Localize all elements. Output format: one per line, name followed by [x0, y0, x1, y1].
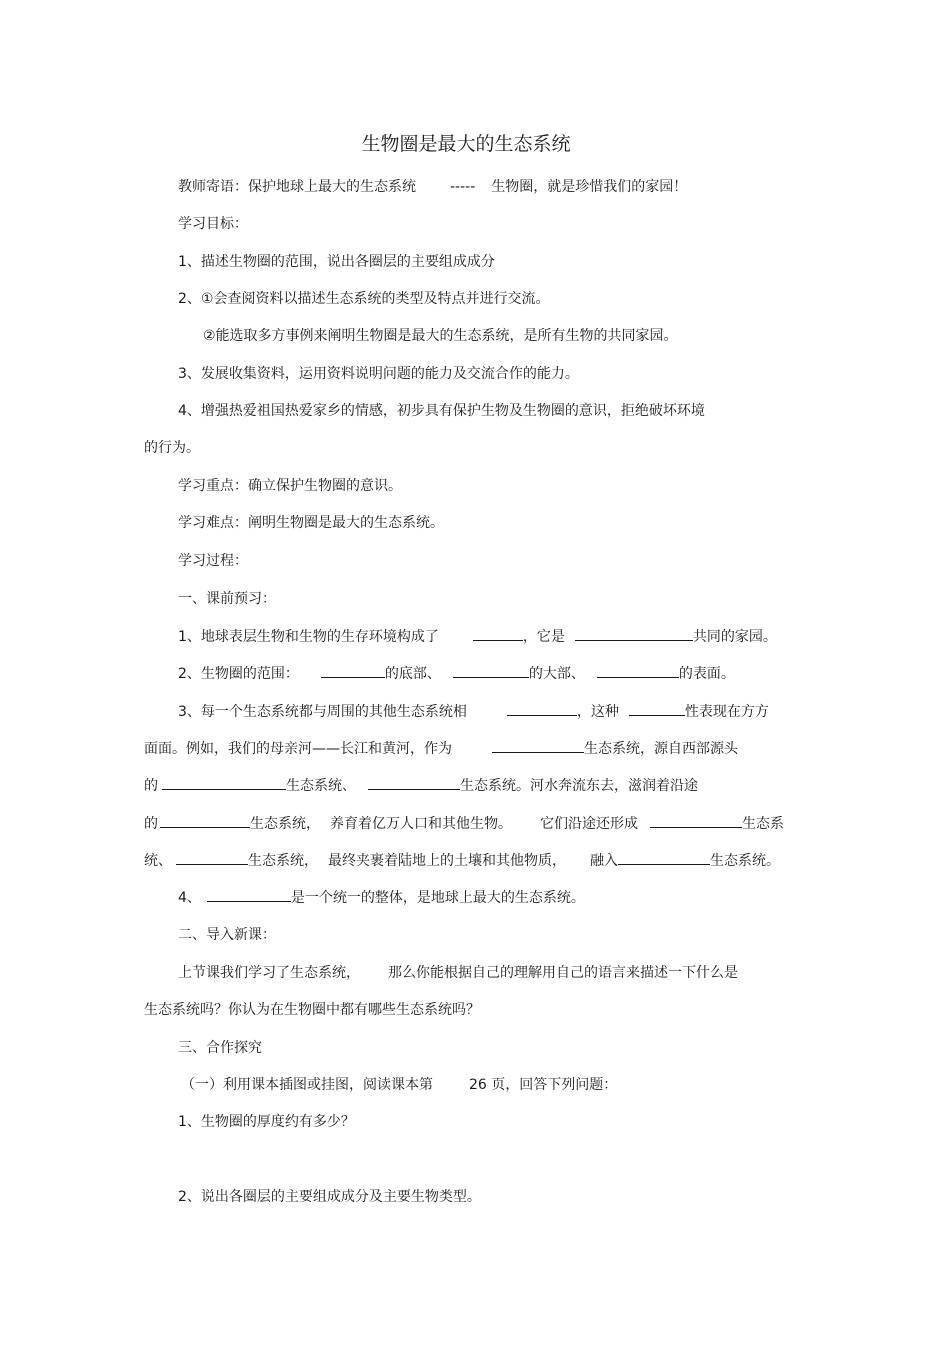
q2-blank-3[interactable]	[597, 663, 679, 678]
objective-3: 3、发展收集资料，运用资料说明问题的能力及交流合作的能力。	[178, 366, 579, 382]
q3-text: 生态系	[742, 816, 784, 832]
q3-text: 3、每一个生态系统都与周围的其他生态系统相	[178, 704, 467, 720]
q3-blank-6[interactable]	[160, 813, 250, 828]
intro-heading: 二、导入新课：	[178, 927, 276, 943]
intro-text-a: 上节课我们学习了生态系统，	[178, 965, 360, 981]
q1-text-b: ，它是	[522, 629, 565, 645]
q3-text: 融入	[590, 853, 618, 869]
q3-blank-4[interactable]	[162, 775, 286, 790]
page-title: 生物圈是最大的生态系统	[361, 133, 571, 155]
objective-2b: ②能选取多方事例来阐明生物圈是最大的生态系统，是所有生物的共同家园。	[203, 328, 678, 344]
motto-text-a: 保护地球上最大的生态系统	[248, 179, 416, 195]
q3-text: 养育着亿万人口和其他生物。	[330, 816, 512, 832]
process-heading: 学习过程：	[178, 553, 248, 569]
preview-question-3-line-1	[178, 701, 769, 722]
explore-heading: 三、合作探究	[178, 1040, 262, 1056]
preview-question-3-line-3	[144, 775, 698, 796]
intro-paragraph-line-2: 生态系统吗？你认为在生物圈中都有哪些生态系统吗？	[144, 1002, 480, 1018]
difficulty: 学习难点：阐明生物圈是最大的生态系统。	[178, 515, 444, 531]
q2-text-b: 的底部、	[384, 666, 441, 682]
q2-text-c: 的大部、	[528, 666, 585, 682]
explore-question-2: 2、说出各圈层的主要组成成分及主要生物类型。	[178, 1189, 481, 1205]
explore-sub-text-a: （一）利用课本插图或挂图，阅读课本第	[181, 1077, 433, 1093]
q3-blank-3[interactable]	[492, 738, 584, 753]
motto-dash: -----	[450, 179, 476, 195]
objectives-heading: 学习目标：	[178, 216, 248, 232]
q3-blank-8[interactable]	[176, 850, 248, 865]
q3-text: 生态系统、	[286, 778, 356, 794]
intro-paragraph-line-1	[178, 963, 738, 983]
q3-text: 统、	[144, 853, 172, 869]
q3-text: 最终夹裹着陆地上的土壤和其他物质，	[328, 853, 566, 869]
explore-subsection-1	[181, 1075, 617, 1095]
q3-blank-1[interactable]	[507, 701, 577, 716]
preview-heading: 一、课前预习：	[178, 591, 276, 607]
q3-text: 生态系统，	[248, 853, 318, 869]
q4-blank-1[interactable]	[207, 887, 291, 902]
preview-question-4	[178, 887, 585, 908]
q2-text-a: 2、生物圈的范围：	[178, 666, 299, 682]
preview-question-3-line-2	[144, 738, 738, 759]
intro-text-b: 那么你能根据自己的理解用自己的语言来描述一下什么是	[388, 965, 738, 981]
objective-1: 1、描述生物圈的范围，说出各圈层的主要组成成分	[178, 254, 495, 270]
q3-blank-5[interactable]	[368, 775, 460, 790]
preview-question-3-line-4	[144, 813, 784, 834]
key-point: 学习重点：确立保护生物圈的意识。	[178, 478, 402, 494]
q3-text: 生态系统，	[250, 816, 320, 832]
objective-2a: 2、①会查阅资料以描述生态系统的类型及特点并进行交流。	[178, 291, 550, 307]
motto-label: 教师寄语：	[178, 179, 248, 195]
objective-4a: 4、增强热爱祖国热爱家乡的情感，初步具有保护生物及生物圈的意识，拒绝破坏环境	[178, 403, 705, 419]
q3-text: 生态系统。	[710, 853, 780, 869]
q3-text: 它们沿途还形成	[540, 816, 638, 832]
teacher-motto	[178, 177, 687, 197]
q4-text-b: 是一个统一的整体，是地球上最大的生态系统。	[290, 890, 585, 906]
preview-question-1	[178, 626, 777, 647]
q3-text: 生态系统，源自西部源头	[584, 741, 738, 757]
q1-text-c: 共同的家园。	[692, 629, 777, 645]
q3-text: ，这种	[576, 704, 619, 720]
q3-blank-2[interactable]	[629, 701, 685, 716]
q3-text: 的	[144, 816, 158, 832]
explore-sub-text-b: 26 页，回答下列问题：	[469, 1077, 618, 1093]
preview-question-3-line-5	[144, 850, 780, 871]
q2-text-d: 的表面。	[678, 666, 735, 682]
q3-text: 性表现在方方	[684, 704, 769, 720]
q2-blank-2[interactable]	[453, 663, 529, 678]
q3-blank-9[interactable]	[618, 850, 710, 865]
q3-blank-7[interactable]	[650, 813, 742, 828]
q2-blank-1[interactable]	[321, 663, 385, 678]
q1-blank-2[interactable]	[575, 626, 693, 641]
q4-text-a: 4、	[178, 890, 201, 906]
objective-4b: 的行为。	[144, 440, 200, 456]
q3-text: 生态系统。河水奔流东去，滋润着沿途	[460, 778, 698, 794]
q3-text: 的	[144, 778, 158, 794]
preview-question-2	[178, 663, 735, 684]
explore-question-1: 1、生物圈的厚度约有多少？	[178, 1114, 355, 1130]
q1-blank-1[interactable]	[473, 626, 523, 641]
q3-text: 面面。例如，我们的母亲河——长江和黄河，作为	[144, 741, 452, 757]
motto-text-b: 生物圈，就是珍惜我们的家园！	[491, 179, 688, 195]
q1-text-a: 1、地球表层生物和生物的生存环境构成了	[178, 629, 439, 645]
